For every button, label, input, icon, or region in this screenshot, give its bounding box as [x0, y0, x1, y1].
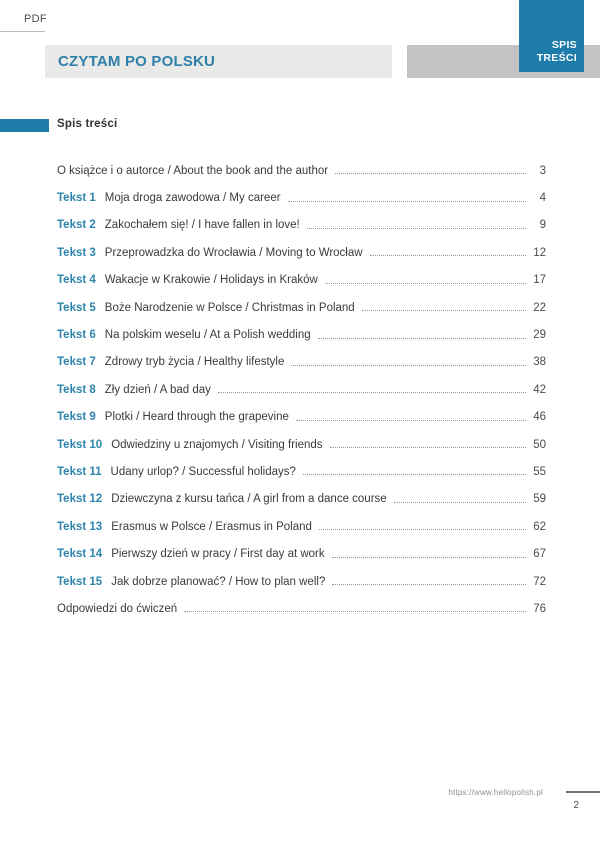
toc-item-page: 12: [533, 246, 546, 259]
section-title: Spis treści: [57, 118, 118, 130]
toc-item-number: Tekst 13: [57, 520, 103, 533]
toc-item-title: Wakacje w Krakowie / Holidays in Kraków: [104, 274, 318, 287]
footer-url[interactable]: https://www.hellopolish.pl: [448, 788, 543, 797]
toc-dotted-leader: [318, 338, 526, 339]
toc-item-number: Tekst 3: [57, 246, 96, 259]
toc-row[interactable]: [57, 568, 546, 595]
toc-item-page: 55: [533, 465, 546, 478]
toc-dotted-leader: [303, 474, 526, 475]
toc-item-page: 42: [533, 383, 546, 396]
toc-item-number: Tekst 6: [57, 329, 96, 342]
toc-item-page: 17: [533, 274, 546, 287]
toc-row[interactable]: [57, 239, 546, 266]
toc-row[interactable]: [57, 349, 546, 376]
toc-row[interactable]: [57, 184, 546, 211]
toc-dotted-leader: [296, 420, 526, 421]
toc-row[interactable]: [57, 212, 546, 239]
toc-item-number: Tekst 4: [57, 274, 96, 287]
toc-item-title: Dziewczyna z kursu tańca / A girl from a dance course: [111, 493, 387, 506]
toc-row[interactable]: [57, 486, 546, 513]
toc-dotted-leader: [218, 392, 526, 393]
toc-item-page: 29: [533, 329, 546, 342]
toc-row[interactable]: [57, 404, 546, 431]
toc-item-number: Tekst 5: [57, 301, 96, 314]
toc-dotted-leader: [332, 584, 526, 585]
toc-item-title: Erasmus w Polsce / Erasmus in Poland: [111, 520, 312, 533]
toc-dotted-leader: [362, 310, 526, 311]
toc-item-title: Moja droga zawodowa / My career: [104, 192, 281, 205]
toc-item-number: Tekst 9: [57, 411, 96, 424]
toc-dotted-leader: [291, 365, 526, 366]
toc-item-number: Tekst 11: [57, 465, 102, 478]
toc-row[interactable]: [57, 376, 546, 403]
toc-item-title: O książce i o autorce / About the book and the author: [57, 164, 329, 177]
toc-row[interactable]: [57, 458, 546, 485]
toc-item-title: Zły dzień / A bad day: [104, 383, 211, 396]
toc-dotted-leader: [335, 173, 526, 174]
corner-tab-label-line2: TREŚCI: [536, 51, 577, 64]
toc-item-page: 72: [533, 575, 546, 588]
toc-dotted-leader: [319, 529, 526, 530]
toc-item-number: Tekst 8: [57, 383, 96, 396]
toc-item-page: 38: [533, 356, 546, 369]
section-accent-bar: [0, 119, 49, 132]
toc-item-title: Odpowiedzi do ćwiczeń: [57, 602, 178, 615]
toc-list: [57, 157, 546, 623]
toc-item-title: Boże Narodzenie w Polsce / Christmas in Poland: [104, 301, 355, 314]
toc-item-page: 76: [533, 602, 546, 615]
toc-item-number: Tekst 15: [57, 575, 103, 588]
toc-row[interactable]: [57, 431, 546, 458]
toc-dotted-leader: [330, 447, 526, 448]
toc-row[interactable]: [57, 540, 546, 567]
toc-item-number: Tekst 1: [57, 192, 96, 205]
book-title-bar: [45, 45, 392, 78]
toc-row[interactable]: [57, 267, 546, 294]
toc-item-title: Odwiedziny u znajomych / Visiting friends: [111, 438, 323, 451]
toc-item-page: 62: [533, 520, 546, 533]
toc-dotted-leader: [184, 611, 526, 612]
toc-row[interactable]: [57, 157, 546, 184]
toc-item-page: 67: [533, 548, 546, 561]
book-title: CZYTAM PO POLSKU: [58, 53, 216, 70]
viewer-tab-pdf[interactable]: PDF: [24, 13, 47, 25]
viewer-tab-underline: [0, 31, 45, 32]
toc-item-number: Tekst 14: [57, 548, 103, 561]
footer-page-number: 2: [573, 800, 579, 811]
toc-dotted-leader: [288, 201, 526, 202]
toc-dotted-leader: [394, 502, 526, 503]
toc-item-page: 4: [539, 192, 546, 205]
toc-item-page: 50: [533, 438, 546, 451]
toc-row[interactable]: [57, 513, 546, 540]
toc-item-title: Przeprowadzka do Wrocławia / Moving to Wrocław: [104, 246, 363, 259]
toc-row[interactable]: [57, 294, 546, 321]
toc-item-title: Na polskim weselu / At a Polish wedding: [104, 329, 311, 342]
toc-dotted-leader: [332, 557, 526, 558]
corner-tab-label-line1: SPIS: [551, 39, 577, 51]
toc-dotted-leader: [307, 228, 526, 229]
toc-item-number: Tekst 2: [57, 219, 96, 232]
toc-item-page: 46: [533, 411, 546, 424]
chapter-corner-tab: [519, 0, 584, 72]
toc-item-title: Jak dobrze planować? / How to plan well?: [111, 575, 326, 588]
toc-item-page: 22: [533, 301, 546, 314]
toc-item-title: Udany urlop? / Successful holidays?: [110, 465, 296, 478]
toc-dotted-leader: [325, 283, 526, 284]
toc-item-title: Zdrowy tryb życia / Healthy lifestyle: [104, 356, 285, 369]
toc-item-title: Zakochałem się! / I have fallen in love!: [104, 219, 300, 232]
toc-item-number: Tekst 7: [57, 356, 96, 369]
toc-item-number: Tekst 12: [57, 493, 103, 506]
toc-item-page: 3: [539, 164, 546, 177]
toc-row[interactable]: [57, 595, 546, 622]
footer-rule: [566, 791, 600, 793]
toc-item-title: Pierwszy dzień w pracy / First day at work: [111, 548, 325, 561]
toc-row[interactable]: [57, 321, 546, 348]
toc-item-page: 59: [533, 493, 546, 506]
toc-item-title: Plotki / Heard through the grapevine: [104, 411, 289, 424]
toc-item-page: 9: [539, 219, 546, 232]
toc-dotted-leader: [370, 255, 526, 256]
toc-item-number: Tekst 10: [57, 438, 103, 451]
